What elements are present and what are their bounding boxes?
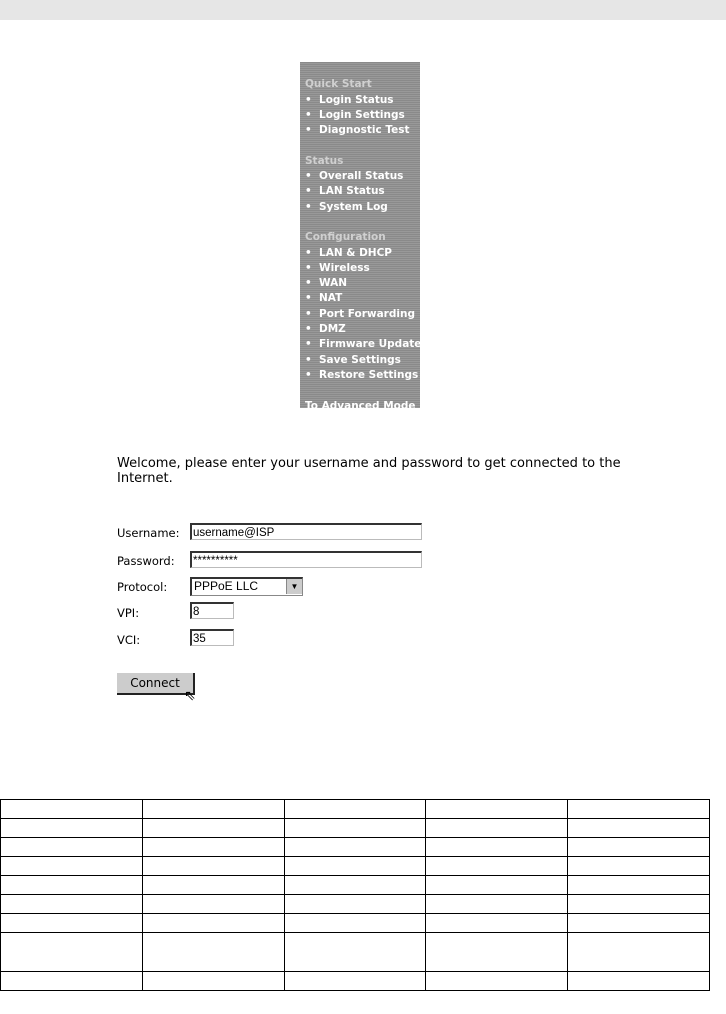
menu-system-log[interactable]: • System Log [305,200,388,213]
vpi-label: VPI: [117,606,140,620]
menu-login-settings[interactable]: • Login Settings [305,108,405,121]
menu-overall-status[interactable]: • Overall Status [305,170,404,183]
top-bar [0,0,726,20]
menu-advanced-mode[interactable]: To Advanced Mode [305,399,416,412]
vpi-input[interactable]: 8 [190,602,234,619]
chevron-down-icon[interactable]: ▼ [286,579,302,594]
username-label: Username: [117,526,180,540]
section-status: Status [305,154,344,167]
table-row [1,819,710,838]
username-input[interactable]: username@ISP [190,523,422,540]
table-row [1,972,710,991]
menu-lan-dhcp[interactable]: • LAN & DHCP [305,246,392,259]
vci-label: VCI: [117,633,141,647]
menu-diagnostic-test[interactable]: • Diagnostic Test [305,124,410,137]
menu-save-settings[interactable]: • Save Settings [305,353,401,366]
mouse-cursor-icon: ⇖ [184,688,196,704]
menu-nat[interactable]: • NAT [305,292,343,305]
protocol-label: Protocol: [117,580,168,594]
table-row [1,800,710,819]
menu-wan[interactable]: • WAN [305,277,348,290]
table-row [1,876,710,895]
menu-wireless[interactable]: • Wireless [305,261,370,274]
section-configuration: Configuration [305,231,386,244]
protocol-select[interactable] [190,577,303,596]
menu-firmware-update[interactable]: • Firmware Update [305,338,422,351]
empty-table [0,799,710,991]
table-row [1,857,710,876]
password-input[interactable]: ********** [190,551,422,568]
table-row [1,838,710,857]
protocol-value: PPPoE LLC [194,579,259,593]
welcome-text: Welcome, please enter your username and password to get connected to the Internet. [117,456,621,486]
sidebar-menu [300,62,422,412]
table-row [1,914,710,933]
menu-restore-settings[interactable]: • Restore Settings [305,368,419,381]
table-row [1,933,710,972]
menu-port-forwarding[interactable]: • Port Forwarding [305,307,415,320]
menu-dmz[interactable]: • DMZ [305,323,346,336]
table-row [1,895,710,914]
menu-login-status[interactable]: • Login Status [305,93,394,106]
section-quick-start: Quick Start [305,78,372,91]
menu-lan-status[interactable]: • LAN Status [305,185,385,198]
connect-button[interactable]: Connect [117,673,195,695]
vci-input[interactable]: 35 [190,629,234,646]
password-label: Password: [117,554,175,568]
